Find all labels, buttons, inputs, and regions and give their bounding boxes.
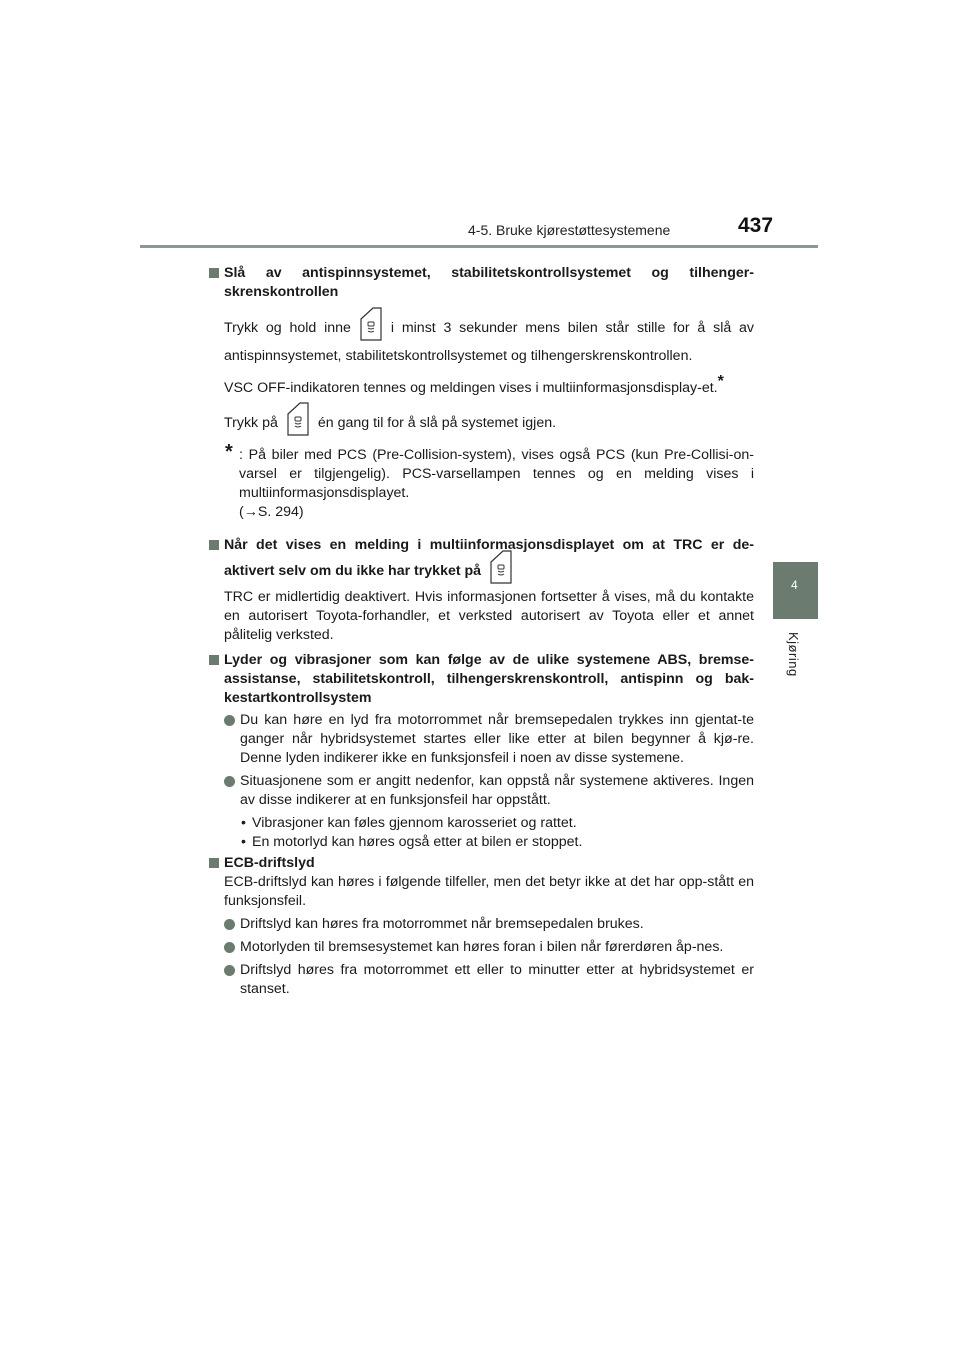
vsc-off-button-icon: [489, 550, 513, 584]
section-heading: Når det vises en melding i multiinformasjonsdisplayet om at TRC er de-aktivert selv om du ikke har trykket på: [209, 532, 754, 584]
section-heading: Lyder og vibrasjoner som kan følge av de ulike systemene ABS, bremse-assistanse, stabilitetskontroll, tilhengerskrenskontroll, antispinn og bak-kestartkontrollsystem: [209, 651, 754, 708]
list-item: Situasjonene som er angitt nedenfor, kan oppstå når systemene aktiveres. Ingen av disse indikerer at en funksjonsfeil har oppstått.: [209, 772, 754, 810]
list-item: Du kan høre en lyd fra motorrommet når bremsepedalen trykkes inn gjentat-te ganger når hybridsystemet startes eller like etter at bilen begynner å kjø-re. Denne lyden indikerer ikke en funksjonsfeil i noen av disse systemene.: [209, 711, 754, 768]
square-icon: [209, 268, 219, 278]
paragraph: Trykk på én gang til for å slå på systemet igjen.: [209, 410, 754, 436]
circle-icon: [224, 919, 235, 930]
main-content: [209, 264, 754, 999]
list-item: Motorlyden til bremsesystemet kan høres foran i bilen når førerdøren åp-nes.: [209, 938, 754, 957]
circle-icon: [224, 776, 235, 787]
square-icon: [209, 655, 219, 665]
circle-icon: [224, 942, 235, 953]
paragraph: Trykk og hold inne i minst 3 sekunder mens bilen står stille for å slå av antispinnsystemet, stabilitetskontrollsystemet og tilhengerskrenskontrollen.: [209, 314, 754, 370]
circle-icon: [224, 715, 235, 726]
square-icon: [209, 858, 219, 868]
footnote: * : På biler med PCS (Pre-Collision-system), vises også PCS (kun Pre-Collisi-on-varsel er tilgjengelig). PCS-varsellampen tennes og en melding vises i multiinformasjonsdisplayet. (→S. 294): [225, 441, 754, 520]
paragraph: ECB-driftslyd kan høres i følgende tilfeller, men det betyr ikke at det har opp-stått en funksjonsfeil.: [224, 874, 754, 910]
square-icon: [209, 540, 219, 550]
sub-list-item: • Vibrasjoner kan føles gjennom karosseriet og rattet.: [241, 815, 577, 832]
paragraph: TRC er midlertidig deaktivert. Hvis informasjonen fortsetter å vises, må du kontakte en autorisert Toyota-forhandler, et verksted autorisert av Toyota eller et annet pålitelig verksted.: [224, 589, 754, 644]
vsc-off-button-icon: [359, 307, 383, 341]
section-title: 4-5. Bruke kjørestøttesystemene: [468, 222, 671, 238]
list-item: Driftslyd kan høres fra motorrommet når bremsepedalen brukes.: [209, 915, 754, 934]
circle-icon: [224, 965, 235, 976]
paragraph: VSC OFF-indikatoren tennes og meldingen vises i multiinformasjonsdisplay-et.*: [224, 373, 724, 396]
section-heading: Slå av antispinnsystemet, stabilitetskontrollsystemet og tilhenger-skrenskontrollen: [209, 264, 754, 302]
chapter-label: Kjøring: [786, 632, 801, 677]
section-heading: ECB-driftslyd: [209, 854, 754, 873]
chapter-number: 4: [791, 578, 798, 592]
page-reference: (→S. 294): [239, 504, 304, 520]
vsc-off-button-icon: [286, 402, 310, 436]
header-divider: [140, 245, 818, 248]
page-number: 437: [738, 214, 774, 237]
sub-list-item: • En motorlyd kan høres også etter at bilen er stoppet.: [241, 834, 583, 851]
list-item: Driftslyd høres fra motorrommet ett eller to minutter etter at hybridsystemet er stanset.: [209, 961, 754, 999]
